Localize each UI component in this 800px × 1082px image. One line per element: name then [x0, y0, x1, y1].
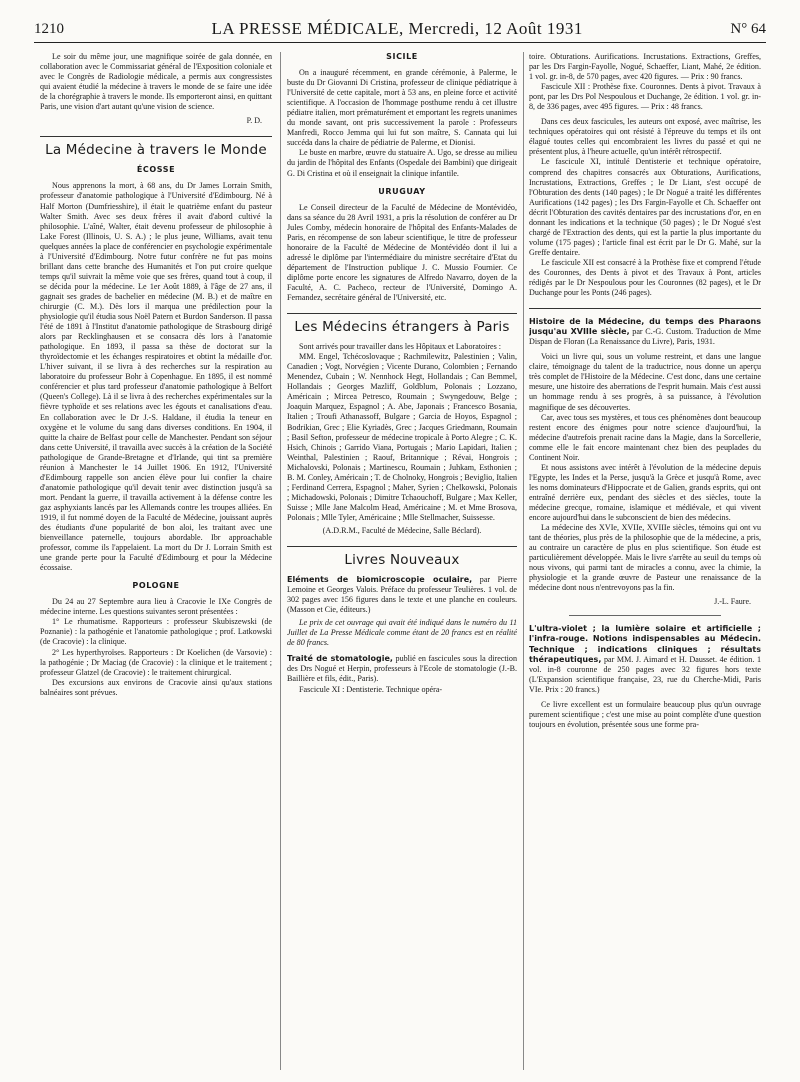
- etrangers-intro: Sont arrivés pour travailler dans les Hôpitaux et Laboratoires :: [299, 342, 502, 352]
- review-paragraph: Car, avec tous ses mystères, et tous ces phénomènes dont beaucoup restent encore des énigmes pour notre science d'aujourd'hui, la médecine d'autrefois prenait racine dans la Magie, dans la Sorcellerie, comme elle le fait encore maintenant chez bien des peuplades du Continent Noir.: [529, 412, 761, 462]
- heading-ecosse: ÉCOSSE: [136, 165, 176, 175]
- review-paragraph: Le fascicule XI, intitulé Dentisterie et technique opératoire, comprend des chapitres consacrés aux Obturations, Aurifications, Incrustations, Extractions, Greffes ; le Dr Liant, s'est occupé de l'Obturation des dents (140 pages) ; le Dr Nogué a traité les différentes Aurifications (142 pages) ; les Drs Fargin-Fayolle et Ch. Schaeffer ont décrit l'Obturation des cavités dentaires par des incrustations d'or, en en donnant les indications et la technique (50 pages) ; le Dr Nogué s'est chargé de l'Extraction des dents, qui est la partie la plus importante du volume (175 pages) ; l'article final est écrit par le Dr G. Mahé, sur la Greffe dentaire.: [529, 157, 761, 257]
- section-title-medecine-monde: La Médecine à travers le Monde: [45, 142, 267, 159]
- book-entry: [287, 654, 517, 684]
- book-entry: [529, 624, 761, 694]
- book-fascicule: Fascicule XII : Prothèse fixe. Couronnes. Dents à pivot. Travaux à pont, par les Drs Pol Nespoulous et Duchange, 2e édition. 1 vol. gr. in-8, de 336 pages, avec 495 figures. — Prix : 48 francs.: [529, 82, 761, 112]
- review-paragraph: Et nous assistons avec intérêt à l'évolution de la médecine depuis l'Egypte, les Indes et la Perse, jusqu'à la Grèce et jusqu'à Rome, avec les noms dominateurs d'Hippocrate et de Galien, grands esprits, qui ont entraîné derrière eux, pendant des siècles et des siècles, toute la médecine grecque, romaine, islamique et médiévale, et qui vivent encore aujourd'hui dans le subconscient de bien des médecins.: [529, 462, 761, 523]
- heading-pologne: POLOGNE: [132, 581, 180, 591]
- book-details: par C.-G. Custom. Traduction de Mme Dispan de Floran (La Renaissance du Livre), Paris, 1931.: [529, 327, 761, 347]
- etrangers-signature: (A.D.R.M., Faculté de Médecine, Salle Béclard).: [322, 525, 482, 535]
- review-paragraph: Le fascicule XII est consacré à la Prothèse fixe et comprend l'étude des Couronnes, des Dents à pivot et des Travaux à Pont, articles rédigés par le Dr Nespoulous pour les Couronnes (82 pages), et le Dr Duchange pour les Ponts (246 pages).: [529, 257, 761, 298]
- column-2: [287, 52, 517, 1072]
- pologne-paragraph: Des excursions aux environs de Cracovie ainsi qu'aux stations balnéaires sont prévues.: [40, 677, 272, 697]
- section-title-livres: Livres Nouveaux: [344, 552, 460, 569]
- ecosse-paragraph: Nous apprenons la mort, à 68 ans, du Dr James Lorrain Smith, professeur d'anatomie pathologique à l'Université d'Edimbourg. Né à Half Morton (Dumfriesshire), il était le quatrième enfant du pasteur Walter Smith. Avec ses deux frères il avait d'abord cultivé la philosophie. L'aîné, Walter, était devenu professeur de philosophie à Lake Forest (Illinois, U. S. A.) ; le plus jeune, Williams, avait tenu quelques années la place de conférencier en psychologie expérimentale à l'Université d'Edimbourg. Notre futur confrère ne fut pas moins brillant dans cette branche des Humanités et l'on put croire quelque temps qu'il suivrait la même voie que ses frères, quand tout à coup, il se décida pour la médecine. Le 1er Août 1889, à l'âge de 27 ans, il gagnait ses grades de bachelier en médecine (M. B.) et de maître en chirurgie (C. M.). Dès lors il marqua une prédilection pour la physiologie qu'il étudia sous Noël Patern et Burdon Sanderson. Il passa l'été de 1891 à l'Institut d'anatomie pathologique de Strasbourg dirigé alors par Recklinghausen et se consacra dès lors à l'anatomie pathologique. En 1893, il passa sa thèse de doctorat sur la thyroïdectomie et les échanges respiratoires et obtint la médaille d'or. L'hiver suivant, il se livra à des recherches sur la respiration au laboratoire du professeur Bohr à Copenhague. En 1895, il est nommé conférencier et plus tard professeur d'anatomie pathologique à Belfort (Queen's College). Là il se livra à des recherches expérimentales sur la fièvre typhoïde et ses relations avec les égouts et canalisations d'eau. En collaboration avec le Dr J.-S. Haldane, il étudia la teneur en oxygène et le volume du sang dans diverses conditions. En 1904, il quitte la chaire de Belfast pour celle de Manchester. Pendant son séjour dans cette Université, il travailla avec succès à la création de la Société pathologique de Grande-Bretagne et d'Irlande, qui tint sa première réunion à Manchester le 14 Juillet 1906. En 1912, l'Université d'Edimbourg rappelle son ancien élève pour lui confier la chaire d'anatomie pathologique qu'il devait tenir avec distinction jusqu'à sa mort. Pendant la guerre, il travailla activement à la défense contre les gaz asphyxiants lancés par les Allemands contre les troupes alliées. En 1919, il fut nommé doyen de la Faculté de Médecine, jouissant auprès des étudiants d'une popularité de bon aloi, les traitant avec une bienveillance paternelle, toujours abordable. Ibr approachable professor, comme ils l'appelaient. La mort du Dr J. Lorrain Smith est une grande perte pour la Faculté d'Edimbourg et pour la Médecine écossaise.: [40, 181, 272, 573]
- etrangers-list: MM. Engel, Tchécoslovaque ; Rachmilewitz, Palestinien ; Valin, Canadien ; Vogt, Norvégien ; Vicente Durano, Colombien ; Fernando Menendez, Cubain ; W. Nennhock Hegt, Hollandais ; Can Bemmel, Hollandais ; Georges Mazliff, Goldblum, Polonais ; Lozzano, Américain ; Mircea Petresco, Roumain ; Swyngedouw, Belge ; Joaquin Marquez, Espagnol ; A. Abe, Japonais ; Francesco Bosania, Italien ; Troufi Athanassoff, Bulgare ; Garcia de Hoyos, Espagnol ; Bodrikian, Grec ; Elie Kyriadès, Grec ; Jacques Griedmann, Roumain ; Basil Sefton, professeur de médecine tropicale à Porto Alegre ; C. K. Hsich, Chinois ; Garrido Viana, Portugais ; Mario Lapidari, Italien ; Weinthal, Palestinien ; Raouf, Britannique ; Révai, Hongrois ; Michalovski, Polonais ; Martinescu, Roumain ; Juhkam, Esthonien ; B. M. Conley, Américain ; T. de Cholnoky, Hongrois ; Beviglio, Italien ; Ferdinand Cerrera, Espagnol ; Maher, Syrien ; Chelkowski, Polonais ; Michadowski, Polonais ; Dimitre Tchaouchoff, Bulgare ; Max Keller, Suisse ; Mlle Jane Malcolm Head, Américaine ; M. et Mme Brosova, Polonais ; Mlle Tyler, Américaine ; Mlle Stellmacher, Suissesse.: [287, 352, 517, 522]
- book-title: Traité de stomatologie,: [287, 654, 393, 664]
- pologne-paragraph: 2° Les hyperthyroïses. Rapporteurs : Dr Koelichen (de Varsovie) : la pathogénie ; Dr Maciag (de Cracovie) : la clinique et le traitement ; professeur Glatzel (de Cracovie) : le traitement chirurgical.: [40, 647, 272, 677]
- column-divider: [523, 52, 524, 1070]
- issue-number: N° 64: [730, 20, 766, 37]
- book-title: Eléments de biomicroscopie oculaire,: [287, 575, 473, 585]
- uruguay-paragraph: Le Conseil directeur de la Faculté de Médecine de Montévidéo, dans sa séance du 28 Avril 1931, a pris la résolution de conférer au Dr Jules Comby, médecin honoraire de l'hôpital des Enfants-Malades de Paris, en récompense de son labeur scientifique, le titre de professeur honoraire de la Faculté de Médecine de Montévidéo dont il lui a adressé le diplôme par l'intermédiaire du ministre secrétaire d'Etat du département de l'Instruction publique J. C. Mussio Fournier. Ce diplôme porte encore les signatures de Alfredo Navarro, doyen de la Faculté, A. C. Pacheco, recteur de l'Université, Domingo A. Fernandez, secrétaire général de l'Université, etc.: [287, 202, 517, 303]
- review-paragraph: Voici un livre qui, sous un volume restreint, et dans une langue claire, témoignage du talent de la traductrice, nous donne un aperçu très complet de l'Histoire de la Médecine. C'est donc, dans une certaine mesure, une histoire des aberrations de l'esprit humain. Mais c'est aussi un hommage rendu à ses progrès, à sa puissance, à l'évolution magnifique de ses découvertes.: [529, 352, 761, 412]
- review-paragraph: Dans ces deux fascicules, les auteurs ont exposé, avec maîtrise, les techniques opératoires qui ont résisté à l'épreuve du temps et ils ont élagué toutes celles qui encombraient les livres du passé et qui ne présentent plus, à l'heure actuelle, qu'un intérêt rétrospectif.: [529, 117, 761, 157]
- intro-paragraph: Le soir du même jour, une magnifique soirée de gala donnée, en collaboration avec le Commissariat général de l'Exposition coloniale et avec le Congrès de Radiologie médicale, a permis aux congressistes qui avaient étudié la médecine à travers le monde de se faire une idée de la chorégraphie à travers le monde. Ils emporteront ainsi, en quittant Paris, une vision d'art autant qu'une vision de science.: [40, 52, 272, 112]
- section-rule: [40, 136, 272, 137]
- divider: [569, 615, 721, 616]
- book-entry: [529, 317, 761, 347]
- section-rule: [529, 308, 761, 309]
- heading-sicile: SICILE: [386, 52, 418, 61]
- book-title: Histoire de la Médecine, du temps des Pharaons jusqu'au XVIIIe siècle,: [529, 317, 761, 337]
- pologne-paragraph: Du 24 au 27 Septembre aura lieu à Cracovie le IXe Congrès de médecine interne. Les questions suivantes seront présentées :: [40, 597, 272, 617]
- book-note: Le prix de cet ouvrage qui avait été indiqué dans le numéro du 11 Juillet de La Presse Médicale comme étant de 20 francs est en réalité de 80 francs.: [287, 618, 517, 648]
- book-details: publié en fascicules sous la direction des Drs Nogué et Herpin, professeurs à l'Ecole de stomatologie (J.-B. Baillière et fils, édit., Paris).: [287, 654, 517, 684]
- sicile-paragraph: On a inauguré récemment, en grande cérémonie, à Palerme, le buste du Dr Giovanni Di Cristina, professeur de clinique pédiatrique à l'Université de cette capitale, mort à 53 ans, en pleine force et activité scientifique. A l'occasion de l'hommage posthume rendu à cet illustre pédiatre italien, mort prématurément et emportant les regrets unanimes du monde savant, ont pris successivement la parole : Professeurs Manfredi, Rocco Jemma qui lui fut son maître, S. Cannata qui lui succéda dans la chaire de pédiatrie de Palerme, et Dionisi.: [287, 68, 517, 148]
- book-details: par MM. J. Aimard et H. Dausset. 4e édition. 1 vol. in-8 couronne de 250 pages avec 32 figures hors texte (L'Expansion scientifique française, 23, rue du Cherche-Midi, Paris VIe. Prix : 20 francs.): [529, 654, 761, 694]
- book-fascicule: Fascicule XI : Dentisterie. Technique opéra-: [299, 684, 443, 694]
- book-details: par Pierre Lemoine et Georges Valois. Préface du professeur Teulières. 1 vol. de 302 pages avec 156 figures dans le texte et une planche en couleurs. (Masson et Cie, éditeurs.): [287, 575, 517, 615]
- review-paragraph: Ce livre excellent est un formulaire beaucoup plus qu'un ouvrage purement scientifique ; c'est une mise au point complète d'une question toujours en évolution, présentée sous une forme pra-: [529, 699, 761, 729]
- book-fascicule: toire. Obturations. Aurifications. Incrustations. Extractions, Greffes, par les Drs Fargin-Fayolle, Nogué, Schaeffer, Liant, Mahé, 2e édition. 1 vol. gr. in-8, de 570 pages, avec 420 figures. — Prix : 90 francs.: [529, 52, 761, 82]
- pologne-paragraph: 1° Le rhumatisme. Rapporteurs : professeur Skubiszewski (de Poznanie) : la pathogénie et l'anatomie pathologique ; prof. Latkowski (de Cracovie) : la clinique.: [40, 617, 272, 647]
- journal-title: LA PRESSE MÉDICALE, Mercredi, 12 Août 1931: [211, 19, 583, 38]
- heading-uruguay: URUGUAY: [378, 186, 426, 196]
- column-divider: [280, 52, 281, 1070]
- intro-signature: P. D.: [246, 116, 262, 126]
- section-rule: [287, 546, 517, 547]
- section-rule: [287, 313, 517, 314]
- book-entry: [287, 575, 517, 615]
- page-header: [34, 16, 766, 43]
- section-title-etrangers: Les Médecins étrangers à Paris: [294, 319, 510, 336]
- review-signature: J.-L. Faure.: [714, 597, 751, 607]
- review-paragraph: La médecine des XVIe, XVIIe, XVIIIe siècles, témoins qui ont vu tant de théories, plus près de la philosophie que de la médecine, a pris, au contraire un caractère de plus en plus scientifique. Son étude est particulièrement développée. Mais le livre s'arrête au seuil du temps où nous vivons, qui parmi tant de miracles a connu, avec la chimie, la physiologie et la grande œuvre de Pasteur une renaissance de la médecine dont nous n'entrevoyons pas la fin.: [529, 523, 761, 593]
- book-title: L'ultra-violet ; la lumière solaire et artificielle ; l'infra-rouge. Notions indispensables au Médecin. Technique ; indications cliniques ; résultats thérapeutiques,: [529, 624, 761, 664]
- page-number: 1210: [34, 20, 64, 37]
- column-1: [40, 52, 272, 1072]
- sicile-paragraph: Le buste en marbre, œuvre du statuaire A. Ugo, se dresse au milieu du jardin de l'hôpital des Enfants (Ospedale dei Bambini) que dirigeait G. Di Cristina et où il enseignait la clinique infantile.: [287, 148, 517, 178]
- column-3: [529, 52, 761, 1072]
